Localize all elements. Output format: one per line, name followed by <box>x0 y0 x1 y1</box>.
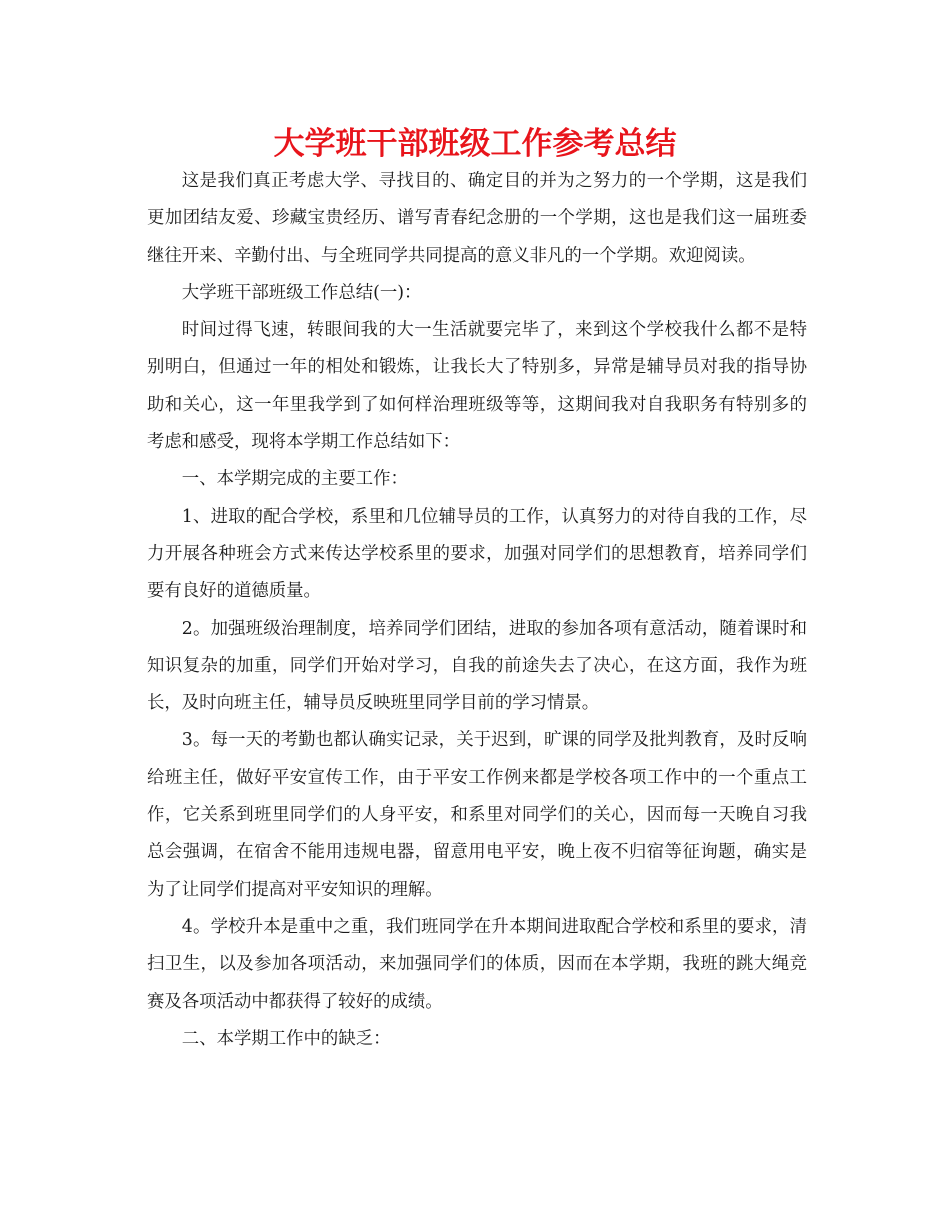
paragraph-item-4: 4。学校升本是重中之重，我们班同学在升本期间进取配合学校和系里的要求，清扫卫生，以及参加各项活动，来加强同学们的体质，因而在本学期，我班的跳大绳竞赛及各项活动中都获得了较好的成绩。 <box>147 916 807 1012</box>
document-body <box>147 163 807 1058</box>
section-heading-main-work: 一、本学期完成的主要工作： <box>181 469 408 490</box>
section-heading-shortcomings: 二、本学期工作中的缺乏： <box>181 1028 391 1049</box>
paragraph-overview: 时间过得飞速，转眼间我的大一生活就要完毕了，来到这个学校我什么都不是特别明白，但通过一年的相处和锻炼，让我长大了特别多，异常是辅导员对我的指导协助和关心，这一年里我学到了如何样治理班级等等，这期间我对自我职务有特别多的考虑和感受，现将本学期工作总结如下： <box>147 320 807 453</box>
paragraph-item-2: 2。加强班级治理制度，培养同学们团结，进取的参加各项有意活动，随着课时和知识复杂的加重，同学们开始对学习，自我的前途失去了决心，在这方面，我作为班长，及时向班主任，辅导员反映班里同学目前的学习情景。 <box>147 618 807 714</box>
paragraph-intro: 这是我们真正考虑大学、寻找目的、确定目的并为之努力的一个学期，这是我们更加团结友爱、珍藏宝贵经历、谱写青春纪念册的一个学期，这也是我们这一届班委继往开来、辛勤付出、与全班同学共同提高的意义非凡的一个学期。欢迎阅读。 <box>147 171 807 266</box>
document-title: 大学班干部班级工作参考总结 <box>273 126 677 162</box>
paragraph-item-3: 3。每一天的考勤也都认确实记录，关于迟到，旷课的同学及批判教育，及时反响给班主任，做好平安宣传工作，由于平安工作例来都是学校各项工作中的一个重点工作，它关系到班里同学们的人身平安，和系里对同学们的关心，因而每一天晚自习我总会强调，在宿舍不能用违规电器，留意用电平安，晚上夜不归宿等征询题，确实是为了让同学们提高对平安知识的理解。 <box>147 730 807 900</box>
section-heading-summary-one: 大学班干部班级工作总结(一)： <box>181 282 422 303</box>
paragraph-item-1: 1、进取的配合学校，系里和几位辅导员的工作，认真努力的对待自我的工作，尽力开展各种班会方式来传达学校系里的要求，加强对同学们的思想教育，培养同学们要有良好的道德质量。 <box>147 506 807 602</box>
